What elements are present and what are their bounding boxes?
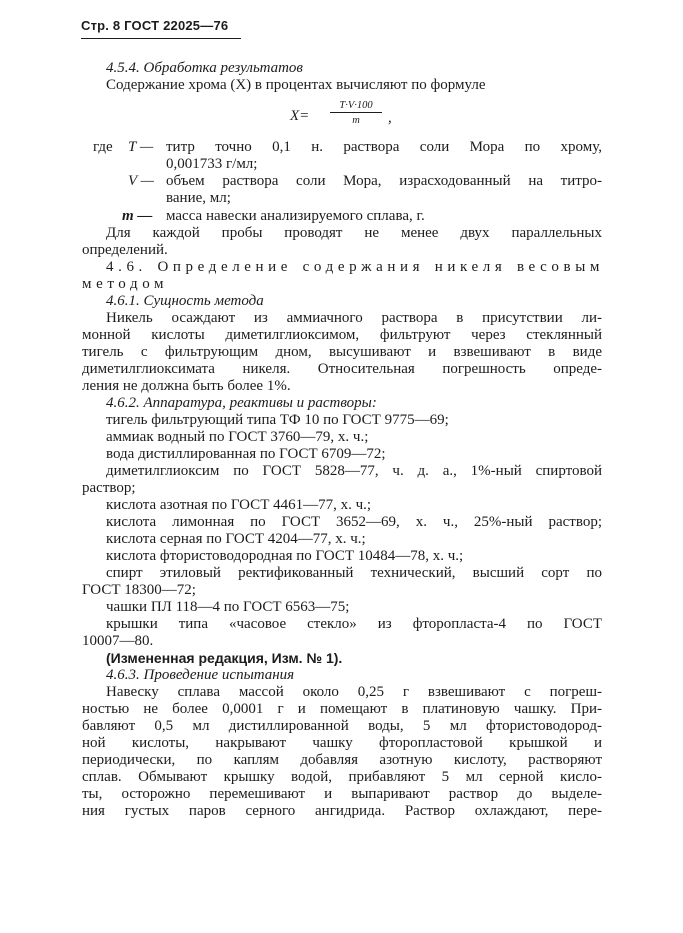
where-label: где	[93, 139, 113, 155]
formula-comma: ,	[388, 110, 392, 126]
formula-numerator: T·V·100	[330, 100, 382, 113]
definition-T: титр точно 0,1 н. раствора соли Мора по хрому,	[166, 139, 602, 155]
text-line: определений.	[82, 242, 168, 258]
page-header: Стр. 8 ГОСТ 22025—76	[81, 18, 241, 39]
list-item: вода дистиллированная по ГОСТ 6709—72;	[106, 446, 386, 462]
text-line: сплав. Обмывают крышку водой, прибавляют 5 мл серной кисло-	[82, 769, 602, 785]
list-item: чашки ПЛ 118—4 по ГОСТ 6563—75;	[106, 599, 350, 615]
list-item-cont: ГОСТ 18300—72;	[82, 582, 196, 598]
list-item: кислота фтористоводородная по ГОСТ 10484—78, х. ч.;	[106, 548, 464, 564]
formula-denominator: m	[352, 115, 360, 126]
list-item: кислота азотная по ГОСТ 4461—77, х. ч.;	[106, 497, 372, 513]
section-heading-4-6: 4.6. Определение содержания никеля весовым	[106, 259, 604, 275]
text-line: ты, осторожно перемешивают и выпаривают раствор до выделе-	[82, 786, 602, 802]
term-T: T —	[128, 139, 154, 155]
section-heading-4-6-cont: методом	[82, 276, 169, 292]
definition-T-cont: 0,001733 г/мл;	[166, 156, 258, 172]
text-line: диметилглиоксимата никеля. Относительная погрешность опреде-	[82, 361, 602, 377]
list-item-cont: 10007—80.	[82, 633, 154, 649]
definition-V: объем раствора соли Мора, израсходованный на титро-	[166, 173, 602, 189]
text-line: Никель осаждают из аммиачного раствора в присутствии ли-	[106, 310, 602, 326]
formula-lhs: X=	[290, 108, 310, 124]
list-item: спирт этиловый ректификованный технический, высший сорт по	[106, 565, 602, 581]
list-item-cont: раствор;	[82, 480, 136, 496]
text-line: ния густых паров серного ангидрида. Раствор охлаждают, пере-	[82, 803, 602, 819]
list-item: кислота лимонная по ГОСТ 3652—69, х. ч., 25%-ный раствор;	[106, 514, 602, 530]
text-line: ления не должна быть более 1%.	[82, 378, 291, 394]
text-line: тигель с фильтрующим дном, высушивают и взвешивают в виде	[82, 344, 602, 360]
list-item: кислота серная по ГОСТ 4204—77, х. ч.;	[106, 531, 366, 547]
text-line: периодически, по каплям добавляя азотную кислоту, растворяют	[82, 752, 602, 768]
formula-fraction	[330, 100, 382, 126]
definition-V-cont: вание, мл;	[166, 190, 231, 206]
section-heading-4-6-2: 4.6.2. Аппаратура, реактивы и растворы:	[106, 395, 377, 411]
section-heading-4-6-1: 4.6.1. Сущность метода	[106, 293, 264, 309]
definition-m: масса навески анализируемого сплава, г.	[166, 208, 425, 224]
section-heading-4-5-4: 4.5.4. Обработка результатов	[106, 60, 303, 76]
amendment-note: (Измененная редакция, Изм. № 1).	[106, 650, 343, 666]
text-line: ной кислоты, накрывают чашку фторопластовой крышкой и	[82, 735, 602, 751]
text-line: Содержание хрома (X) в процентах вычисляют по формуле	[106, 77, 486, 93]
list-item: диметилглиоксим по ГОСТ 5828—77, ч. д. а., 1%-ный спиртовой	[106, 463, 602, 479]
text-line: бавляют 0,5 мл дистиллированной воды, 5 мл фтористоводород-	[82, 718, 602, 734]
text-line: ностью не более 0,0001 г и помещают в платиновую чашку. При-	[82, 701, 602, 717]
term-m: m —	[122, 208, 153, 224]
list-item: тигель фильтрующий типа ТФ 10 по ГОСТ 9775—69;	[106, 412, 449, 428]
list-item: крышки типа «часовое стекло» из фторопласта-4 по ГОСТ	[106, 616, 602, 632]
text-line: Для каждой пробы проводят не менее двух параллельных	[106, 225, 602, 241]
text-line: монной кислоты диметилглиоксимом, фильтруют через стеклянный	[82, 327, 602, 343]
text-line: Навеску сплава массой около 0,25 г взвешивают с погреш-	[106, 684, 602, 700]
section-heading-4-6-3: 4.6.3. Проведение испытания	[106, 667, 295, 683]
list-item: аммиак водный по ГОСТ 3760—79, х. ч.;	[106, 429, 369, 445]
term-V: V —	[128, 173, 154, 189]
